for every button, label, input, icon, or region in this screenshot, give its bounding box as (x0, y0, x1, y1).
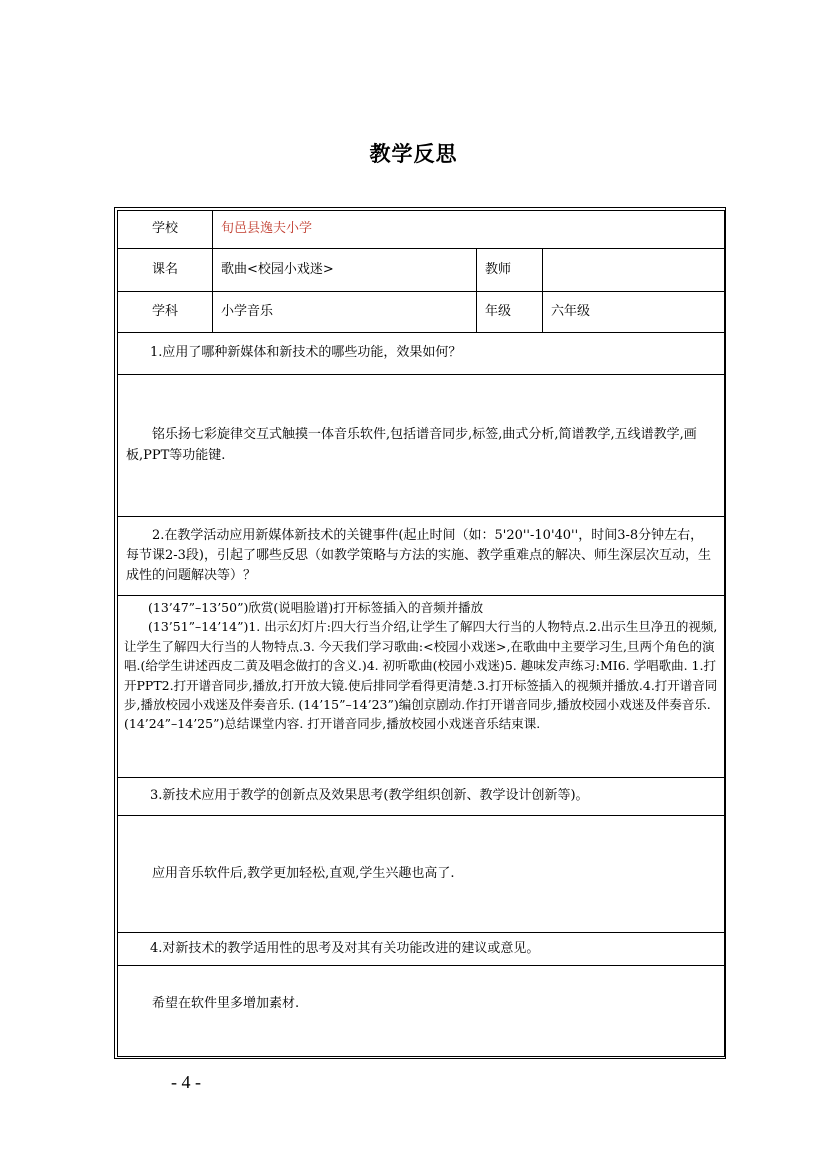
teacher-label: 教师 (477, 249, 543, 292)
subject-value: 小学音乐 (213, 292, 477, 333)
school-value: 旬邑县逸夫小学 (213, 211, 725, 249)
course-value: 歌曲<校园小戏迷> (213, 249, 477, 292)
answer-4: 希望在软件里多增加素材. (118, 966, 725, 1057)
grade-label: 年级 (477, 292, 543, 333)
table-row (118, 517, 725, 596)
answer-1: 铭乐扬七彩旋律交互式触摸一体音乐软件,包括谱音同步,标签,曲式分析,简谱教学,五线谱教学,画板,PPT等功能键. (118, 375, 725, 517)
table-row (118, 966, 725, 1057)
answer-2-paragraph-1: (13’47”–13’50”)欣赏(说唱脸谱)打开标签插入的音频并播放 (148, 600, 484, 615)
page-number: - 4 - (171, 1072, 201, 1092)
table-row (118, 933, 725, 966)
question-1: 1.应用了哪种新媒体和新技术的哪些功能，效果如何？ (118, 333, 725, 375)
table-row (118, 816, 725, 933)
question-2: 2.在教学活动应用新媒体新技术的关键事件(起止时间（如：5'20''-10'40''，时间3-8分钟左右，每节课2-3段)，引起了哪些反思（如教学策略与方法的实施、教学重难点的解决、师生深层次互动，生成性的问题解决等）？ (118, 517, 725, 596)
table-row (118, 211, 725, 249)
page-title: 教学反思 (369, 142, 458, 166)
table-row (118, 375, 725, 517)
grade-value: 六年级 (543, 292, 725, 333)
subject-label: 学科 (118, 292, 213, 333)
table-row (118, 292, 725, 333)
answer-2 (118, 596, 725, 778)
table-row (118, 249, 725, 292)
table-row (118, 596, 725, 778)
reflection-table (117, 210, 725, 1057)
table-row (118, 778, 725, 816)
question-4: 4.对新技术的教学适用性的思考及对其有关功能改进的建议或意见。 (118, 933, 725, 966)
question-3: 3.新技术应用于教学的创新点及效果思考(教学组织创新、教学设计创新等)。 (118, 778, 725, 816)
answer-2-paragraph-2: (13’51”–14’14”)1. 出示幻灯片:四大行当介绍,让学生了解四大行当的人物特点.2.出示生旦净丑的视频,让学生了解四大行当的人物特点.3. 今天我们学习歌曲:<校园小戏迷>,在歌曲中主要学习生,旦两个角色的演唱.(给学生讲述西皮二黄及唱念做打的含义.)4. 初听歌曲(校园小戏迷)5. 趣味发声练习:MI6. 学唱歌曲. 1.打开PPT2.打开谱音同步,播放,打开放大镜.使后排同学看得更清楚.3.打开标签插入的视频并播放.4.打开谱音同步,播放校园小戏迷及伴奏音乐. (14’15”–14’23”)编创京剧动.作打开谱音同步,播放校园小戏迷及伴奏音乐. (14’24”–14’25”)总结课堂内容. 打开谱音同步,播放校园小戏迷音乐结束课. (124, 619, 718, 732)
table-row (118, 333, 725, 375)
answer-3: 应用音乐软件后,教学更加轻松,直观,学生兴趣也高了. (118, 816, 725, 933)
school-label: 学校 (118, 211, 213, 249)
course-label: 课名 (118, 249, 213, 292)
teacher-value (543, 249, 725, 292)
